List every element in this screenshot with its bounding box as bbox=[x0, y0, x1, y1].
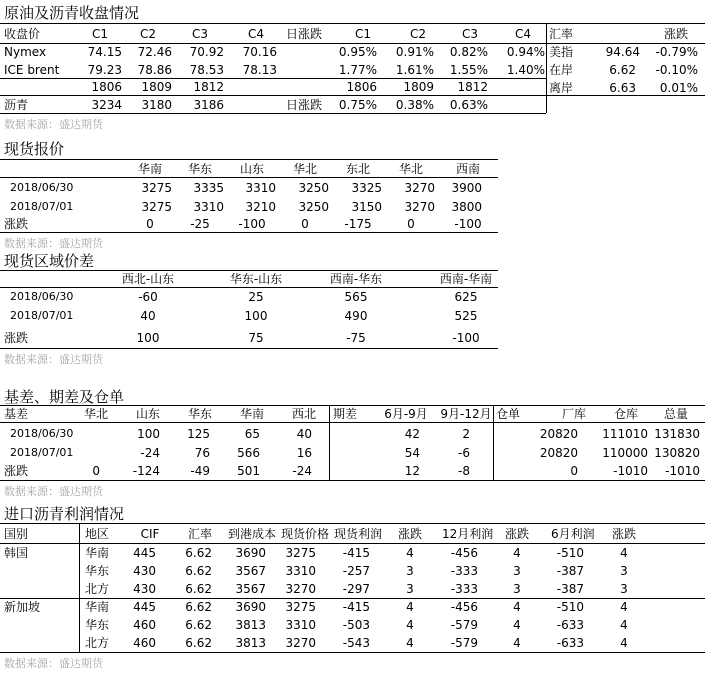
header-sep-dec: 9月-12月 bbox=[440, 407, 492, 421]
header-huabei: 华北 bbox=[83, 407, 108, 421]
section-title: 现货区域价差 bbox=[4, 252, 95, 270]
col-header: 西南 bbox=[455, 162, 480, 176]
cell: -297 bbox=[342, 582, 370, 596]
header-spread: 期差 bbox=[333, 407, 358, 421]
cell: 65 bbox=[244, 427, 260, 441]
cell: 72.46 bbox=[137, 45, 172, 59]
header-region: 地区 bbox=[85, 527, 110, 541]
cell: 4 bbox=[620, 546, 628, 560]
cell: 70.16 bbox=[242, 45, 277, 59]
header-shandong: 山东 bbox=[135, 407, 160, 421]
cell: 6.62 bbox=[185, 618, 212, 632]
cell: 20820 bbox=[539, 446, 578, 460]
cell: 490 bbox=[344, 309, 368, 323]
col-header: 华东-山东 bbox=[229, 272, 283, 286]
cell: 0.63% bbox=[449, 98, 488, 112]
cell: 0.95% bbox=[338, 45, 377, 59]
cell: 4 bbox=[406, 618, 414, 632]
cell: 4 bbox=[406, 600, 414, 614]
cell: -100 bbox=[452, 331, 480, 345]
row-date: 2018/06/30 bbox=[10, 290, 74, 303]
header-c2: C2 bbox=[139, 27, 156, 41]
col-header: 西南-华东 bbox=[329, 272, 383, 286]
cell: 110000 bbox=[602, 446, 648, 460]
cell: 1.55% bbox=[449, 63, 488, 77]
cell: -456 bbox=[450, 546, 478, 560]
cell: 3567 bbox=[235, 582, 266, 596]
cell: 3 bbox=[620, 564, 628, 578]
cell: 78.53 bbox=[189, 63, 224, 77]
row-date: 2018/06/30 bbox=[10, 181, 74, 194]
section-crude-asphalt-close bbox=[0, 0, 705, 130]
cell: 3325 bbox=[351, 181, 382, 195]
row-date: 2018/07/01 bbox=[10, 309, 74, 322]
cell: 4 bbox=[406, 546, 414, 560]
region: 北方 bbox=[85, 636, 110, 650]
header-dec-profit: 12月利润 bbox=[442, 527, 494, 541]
cell: -124 bbox=[132, 464, 160, 478]
section-spot-quotes bbox=[0, 138, 705, 248]
cell: 3270 bbox=[285, 636, 316, 650]
cell: -387 bbox=[556, 564, 584, 578]
header-pct-c2: C2 bbox=[409, 27, 426, 41]
fx-name: 离岸 bbox=[549, 81, 574, 95]
cell: 16 bbox=[296, 446, 312, 460]
cell: 2 bbox=[462, 427, 470, 441]
col-header: 华北 bbox=[398, 162, 423, 176]
cell: 3 bbox=[513, 564, 521, 578]
cell: 3210 bbox=[245, 200, 276, 214]
cell: 4 bbox=[406, 636, 414, 650]
header-pct-c4: C4 bbox=[514, 27, 531, 41]
cell: -100 bbox=[454, 217, 482, 231]
cell: 3310 bbox=[285, 618, 316, 632]
cell: 6.62 bbox=[185, 582, 212, 596]
cell: -75 bbox=[346, 331, 366, 345]
cell: 74.15 bbox=[87, 45, 122, 59]
cell: 70.92 bbox=[189, 45, 224, 59]
cell: 6.62 bbox=[185, 546, 212, 560]
data-source: 数据来源：盛达期货 bbox=[4, 118, 103, 131]
cell: -415 bbox=[342, 600, 370, 614]
cell: 75 bbox=[248, 331, 264, 345]
month-label: 1806 bbox=[91, 80, 122, 94]
cell: 3 bbox=[406, 564, 414, 578]
cell: 3310 bbox=[193, 200, 224, 214]
cell: 0 bbox=[92, 464, 100, 478]
cell: 565 bbox=[344, 290, 368, 304]
region: 北方 bbox=[85, 582, 110, 596]
cell: 131830 bbox=[654, 427, 700, 441]
col-header: 山东 bbox=[239, 162, 264, 176]
cell: -510 bbox=[556, 600, 584, 614]
cell: -24 bbox=[140, 446, 160, 460]
cell: -579 bbox=[450, 618, 478, 632]
section-title: 进口沥青利润情况 bbox=[4, 505, 125, 523]
section-title: 原油及沥青收盘情况 bbox=[4, 4, 140, 22]
header-c1: C1 bbox=[91, 27, 108, 41]
cell: 3270 bbox=[285, 582, 316, 596]
cell: 0 bbox=[301, 217, 309, 231]
cell: 0 bbox=[407, 217, 415, 231]
cell: 460 bbox=[133, 636, 156, 650]
header-change: 涨跌 bbox=[611, 527, 636, 541]
section-import-profit bbox=[0, 503, 705, 674]
cell: 3275 bbox=[141, 200, 172, 214]
cell: -333 bbox=[450, 582, 478, 596]
cell: 3275 bbox=[141, 181, 172, 195]
section-basis-spread-warrant bbox=[0, 386, 705, 498]
header-spot-profit: 现货利润 bbox=[334, 527, 383, 541]
cell: 460 bbox=[133, 618, 156, 632]
fx-change: -0.79% bbox=[655, 45, 698, 59]
cell: 6.62 bbox=[185, 564, 212, 578]
header-fx-change: 涨跌 bbox=[664, 27, 689, 41]
header-fx: 汇率 bbox=[549, 27, 574, 41]
header-change: 涨跌 bbox=[504, 527, 529, 541]
cell: 100 bbox=[136, 331, 160, 345]
header-pct-c1: C1 bbox=[354, 27, 371, 41]
cell: 3250 bbox=[298, 200, 329, 214]
cell: -633 bbox=[556, 636, 584, 650]
header-spot-price: 现货价格 bbox=[281, 527, 330, 541]
section-regional-spread bbox=[0, 250, 705, 370]
header-warrant: 仓单 bbox=[496, 407, 521, 421]
fx-value: 94.64 bbox=[605, 45, 640, 59]
cell: 78.13 bbox=[242, 63, 277, 77]
cell: 4 bbox=[620, 618, 628, 632]
cell: -1010 bbox=[613, 464, 648, 478]
header-jun-profit: 6月利润 bbox=[551, 527, 595, 541]
fx-name: 美指 bbox=[549, 45, 574, 59]
cell: 0.38% bbox=[395, 98, 434, 112]
col-header: 东北 bbox=[345, 162, 370, 176]
header-warehouse: 仓库 bbox=[613, 407, 638, 421]
fx-change: -0.10% bbox=[655, 63, 698, 77]
cell: 3 bbox=[513, 582, 521, 596]
col-header: 华北 bbox=[292, 162, 317, 176]
cell: 430 bbox=[133, 564, 156, 578]
cell: 4 bbox=[620, 600, 628, 614]
header-total: 总量 bbox=[663, 407, 688, 421]
cell: 40 bbox=[296, 427, 312, 441]
cell: 125 bbox=[187, 427, 210, 441]
col-header: 西北-山东 bbox=[121, 272, 175, 286]
cell: 40 bbox=[140, 309, 156, 323]
col-header: 华东 bbox=[187, 162, 212, 176]
month-label: 1809 bbox=[403, 80, 434, 94]
row-change: 涨跌 bbox=[4, 217, 29, 231]
cell: 3150 bbox=[351, 200, 382, 214]
row-label-nymex: Nymex bbox=[4, 45, 47, 59]
month-label: 1812 bbox=[457, 80, 488, 94]
cell: 3567 bbox=[235, 564, 266, 578]
cell: 3270 bbox=[404, 181, 435, 195]
cell: 3310 bbox=[285, 564, 316, 578]
cell: 100 bbox=[244, 309, 268, 323]
cell: 1.77% bbox=[338, 63, 377, 77]
cell: -543 bbox=[342, 636, 370, 650]
header-factory: 厂库 bbox=[561, 407, 586, 421]
cell: -175 bbox=[344, 217, 372, 231]
row-change: 涨跌 bbox=[4, 464, 29, 478]
cell: 25 bbox=[248, 290, 264, 304]
header-huanan: 华南 bbox=[239, 407, 264, 421]
col-header: 华南 bbox=[137, 162, 162, 176]
cell: 4 bbox=[620, 636, 628, 650]
header-pct-c3: C3 bbox=[461, 27, 478, 41]
cell: -6 bbox=[458, 446, 470, 460]
cell: -24 bbox=[292, 464, 312, 478]
cell: 78.86 bbox=[137, 63, 172, 77]
cell: 3813 bbox=[235, 636, 266, 650]
section-title: 现货报价 bbox=[4, 140, 65, 158]
cell: 4 bbox=[513, 600, 521, 614]
row-date: 2018/06/30 bbox=[10, 427, 74, 440]
cell: -503 bbox=[342, 618, 370, 632]
month-label: 1806 bbox=[346, 80, 377, 94]
fx-value: 6.63 bbox=[609, 81, 636, 95]
cell: 3800 bbox=[451, 200, 482, 214]
cell: 3335 bbox=[193, 181, 224, 195]
row-date: 2018/07/01 bbox=[10, 200, 74, 213]
row-date: 2018/07/01 bbox=[10, 446, 74, 459]
cell: 20820 bbox=[539, 427, 578, 441]
cell: 3275 bbox=[285, 600, 316, 614]
data-source: 数据来源：盛达期货 bbox=[4, 485, 103, 498]
cell: 430 bbox=[133, 582, 156, 596]
cell: -633 bbox=[556, 618, 584, 632]
region: 华南 bbox=[85, 546, 110, 560]
cell: -49 bbox=[190, 464, 210, 478]
cell: 3234 bbox=[91, 98, 122, 112]
cell: 76 bbox=[194, 446, 210, 460]
row-label-ice-brent: ICE brent bbox=[4, 63, 60, 77]
cell: -579 bbox=[450, 636, 478, 650]
header-xibei: 西北 bbox=[291, 407, 316, 421]
cell: 3 bbox=[406, 582, 414, 596]
cell: -60 bbox=[138, 290, 158, 304]
col-header: 西南-华南 bbox=[439, 272, 493, 286]
cell: 111010 bbox=[602, 427, 648, 441]
header-cif: CIF bbox=[140, 527, 160, 541]
cell: -25 bbox=[190, 217, 210, 231]
header-fx: 汇率 bbox=[187, 527, 212, 541]
header-close-price: 收盘价 bbox=[4, 27, 41, 41]
cell: 445 bbox=[133, 546, 156, 560]
cell: 3250 bbox=[298, 181, 329, 195]
cell: 3690 bbox=[235, 546, 266, 560]
cell: 6.62 bbox=[185, 636, 212, 650]
section-title: 基差、期差及仓单 bbox=[4, 388, 125, 406]
header-change: 涨跌 bbox=[397, 527, 422, 541]
header-daily-change: 日涨跌 bbox=[286, 27, 323, 41]
region: 华东 bbox=[85, 618, 110, 632]
data-source: 数据来源：盛达期货 bbox=[4, 353, 103, 366]
fx-change: 0.01% bbox=[659, 81, 698, 95]
cell: 0.82% bbox=[449, 45, 488, 59]
cell: 3900 bbox=[451, 181, 482, 195]
cell: 501 bbox=[237, 464, 260, 478]
header-basis: 基差 bbox=[4, 407, 29, 421]
month-label: 1809 bbox=[141, 80, 172, 94]
cell: 3 bbox=[620, 582, 628, 596]
cell: 3186 bbox=[193, 98, 224, 112]
cell: 445 bbox=[133, 600, 156, 614]
cell: 1.40% bbox=[506, 63, 545, 77]
cell: 6.62 bbox=[185, 600, 212, 614]
cell: 3270 bbox=[404, 200, 435, 214]
cell: 79.23 bbox=[87, 63, 122, 77]
cell: -1010 bbox=[665, 464, 700, 478]
cell: 54 bbox=[404, 446, 420, 460]
country-korea: 韩国 bbox=[4, 546, 29, 560]
cell: 42 bbox=[404, 427, 420, 441]
asphalt-daily-change-label: 日涨跌 bbox=[286, 98, 323, 112]
cell: 12 bbox=[404, 464, 420, 478]
cell: 0.94% bbox=[506, 45, 545, 59]
cell: -415 bbox=[342, 546, 370, 560]
cell: -257 bbox=[342, 564, 370, 578]
header-jun-sep: 6月-9月 bbox=[384, 407, 428, 421]
cell: 525 bbox=[454, 309, 478, 323]
cell: 0.75% bbox=[338, 98, 377, 112]
cell: 3813 bbox=[235, 618, 266, 632]
cell: 625 bbox=[454, 290, 478, 304]
cell: 130820 bbox=[654, 446, 700, 460]
cell: 4 bbox=[513, 636, 521, 650]
cell: 3690 bbox=[235, 600, 266, 614]
header-country: 国别 bbox=[4, 527, 29, 541]
month-label: 1812 bbox=[193, 80, 224, 94]
header-c3: C3 bbox=[191, 27, 208, 41]
cell: -456 bbox=[450, 600, 478, 614]
header-landed-cost: 到港成本 bbox=[228, 527, 277, 541]
data-source: 数据来源：盛达期货 bbox=[4, 237, 103, 250]
cell: -100 bbox=[238, 217, 266, 231]
header-huadong: 华东 bbox=[187, 407, 212, 421]
region: 华南 bbox=[85, 600, 110, 614]
fx-value: 6.62 bbox=[609, 63, 636, 77]
row-label-asphalt: 沥青 bbox=[4, 98, 29, 112]
header-c4: C4 bbox=[247, 27, 264, 41]
cell: 0 bbox=[570, 464, 578, 478]
fx-name: 在岸 bbox=[549, 63, 574, 77]
cell: 3310 bbox=[245, 181, 276, 195]
region: 华东 bbox=[85, 564, 110, 578]
cell: 0 bbox=[146, 217, 154, 231]
cell: -510 bbox=[556, 546, 584, 560]
row-change: 涨跌 bbox=[4, 331, 29, 345]
cell: 3275 bbox=[285, 546, 316, 560]
cell: -387 bbox=[556, 582, 584, 596]
cell: 4 bbox=[513, 618, 521, 632]
cell: 566 bbox=[237, 446, 260, 460]
cell: -333 bbox=[450, 564, 478, 578]
cell: 3180 bbox=[141, 98, 172, 112]
cell: 4 bbox=[513, 546, 521, 560]
country-singapore: 新加坡 bbox=[4, 600, 41, 614]
cell: -8 bbox=[458, 464, 470, 478]
data-source: 数据来源：盛达期货 bbox=[4, 657, 103, 670]
cell: 1.61% bbox=[395, 63, 434, 77]
cell: 100 bbox=[137, 427, 160, 441]
cell: 0.91% bbox=[395, 45, 434, 59]
